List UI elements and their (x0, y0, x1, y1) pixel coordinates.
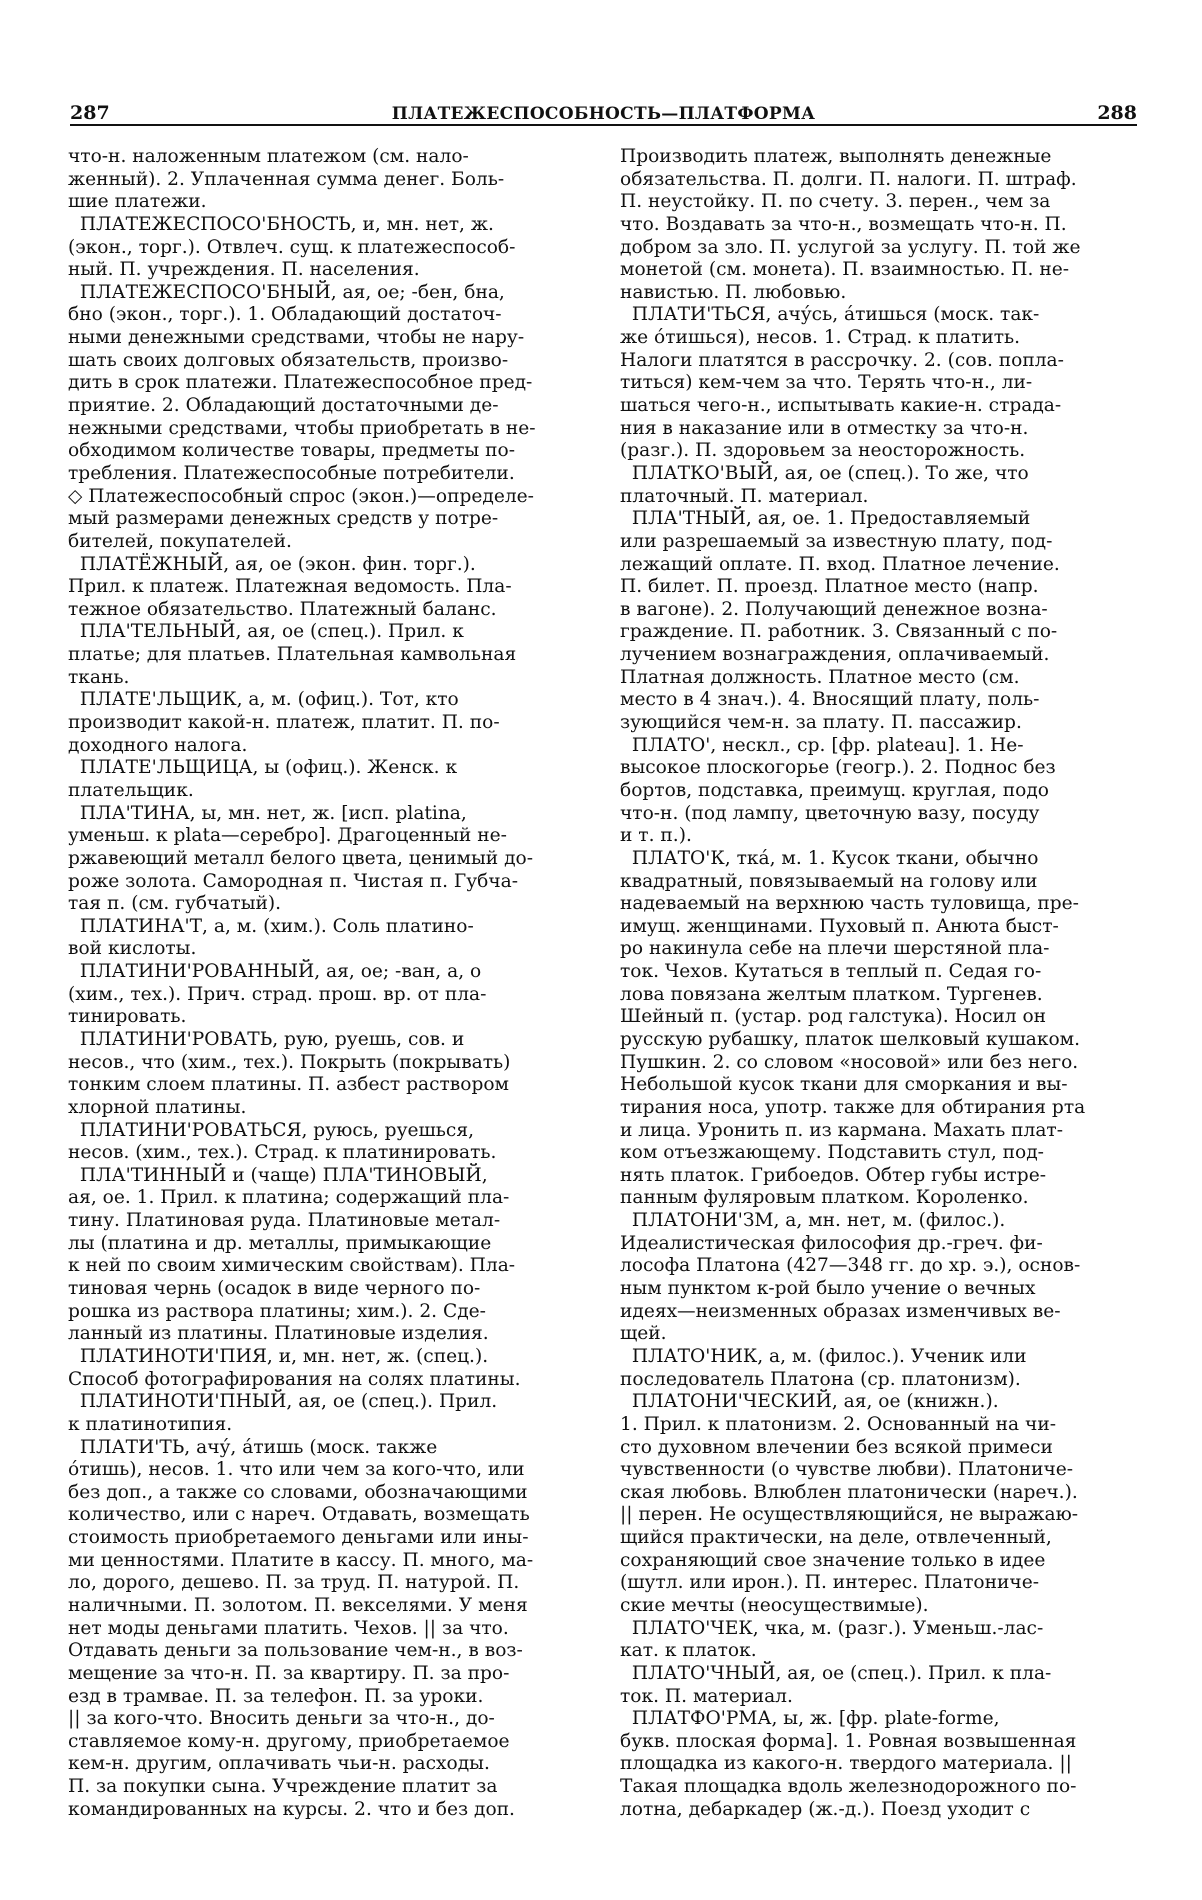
text-line: обязательства. П. долги. П. налоги. П. штраф. (620, 168, 1077, 190)
text-line: ПЛА'ТНЫЙ, ая, ое. 1. Предоставляемый (620, 508, 1031, 530)
text-line: дить в срок платежи. Платежеспособное пред- (68, 372, 533, 394)
page-number-right: 288 (1097, 102, 1137, 124)
text-line: мещение за что-н. П. за квартиру. П. за про- (68, 1662, 510, 1684)
text-line: Производить платеж, выполнять денежные (620, 146, 1052, 167)
text-line: что-н. наложенным платежом (см. нало- (68, 146, 469, 167)
text-line: ПЛАТИНА'Т, а, м. (хим.). Соль платино- (68, 915, 474, 937)
text-line: к платинотипия. (68, 1413, 233, 1435)
text-line: чувственности (о чувстве любви). Платониче- (620, 1459, 1074, 1481)
text-line: ПЛАТОНИ'ЧЕСКИЙ, ая, ое (книжн.). (620, 1391, 999, 1413)
text-line: граждение. П. работник. 3. Связанный с по- (620, 621, 1058, 643)
text-line: в вагоне). 2. Получающий денежное возна- (620, 598, 1048, 620)
text-line: требления. Платежеспособные потребители. (68, 462, 515, 484)
text-line: ланный из платины. Платиновые изделия. (68, 1323, 489, 1345)
text-line: ские мечты (неосуществимые). (620, 1595, 929, 1616)
text-line: лотна, дебаркадер (ж.-д.). Поезд уходит с (620, 1798, 1031, 1820)
column-gutter (598, 146, 599, 1876)
text-line: ток. Чехов. Кутаться в теплый п. Седая го- (620, 961, 1042, 983)
text-line: ая, ое. 1. Прил. к платина; содержащий пла- (68, 1187, 510, 1209)
text-line: букв. плоская форма]. 1. Ровная возвышенная (620, 1730, 1077, 1752)
text-line: лы (платина и др. металлы, примыкающие (68, 1232, 492, 1254)
text-line: ПЛАТО'К, тка́, м. 1. Кусок ткани, обычно (620, 847, 1039, 869)
text-line: Небольшой кусок ткани для сморкания и вы- (620, 1074, 1068, 1096)
text-line: что. Воздавать за что-н., возмещать что-н. П. (620, 213, 1067, 235)
text-line: имущ. женщинами. Пуховый п. Анюта быст- (620, 915, 1059, 937)
text-line: плательщик. (68, 779, 194, 801)
text-line: лучением вознаграждения, оплачиваемый. (620, 644, 1050, 666)
text-line: ро накинула себе на плечи шерстяной пла- (620, 938, 1050, 960)
text-column-left (68, 146, 578, 1821)
text-line: ПЛАТО', нескл., ср. [фр. plateau]. 1. Не- (620, 734, 1024, 756)
text-line: тинировать. (68, 1006, 187, 1028)
text-line: приятие. 2. Обладающий достаточными де- (68, 395, 499, 417)
text-line: квадратный, повязываемый на голову или (620, 870, 1038, 892)
text-line: ми ценностями. Платите в кассу. П. много, ма- (68, 1549, 534, 1571)
text-line: Такая площадка вдоль железнодорожного по- (620, 1776, 1077, 1798)
text-line: ПЛАТКО'ВЫЙ, ая, ое (спец.). То же, что (620, 462, 1029, 484)
text-line: добром за зло. П. услугой за услугу. П. той же (620, 236, 1081, 258)
text-line: же о́тишься), несов. 1. Страд. к платить. (620, 327, 1021, 349)
text-line: количество, или с нареч. Отдавать, возмещать (68, 1504, 530, 1526)
text-line: ПЛАТИНОТИ'ПИЯ, и, мн. нет, ж. (спец.). (68, 1345, 489, 1367)
text-line: ПЛА'ТИНА, ы, мн. нет, ж. [исп. platina, (68, 802, 467, 824)
text-line: без доп., а также со словами, обозначающими (68, 1481, 528, 1503)
text-line: Пушкин. 2. со словом «носовой» или без него. (620, 1051, 1079, 1073)
text-line: вой кислоты. (68, 938, 197, 960)
text-line: монетой (см. монета). П. взаимностью. П. не- (620, 259, 1070, 281)
text-line: ставляемое кому-н. другому, приобретаемое (68, 1730, 510, 1752)
text-line: ПЛАТО'ЧНЫЙ, ая, ое (спец.). Прил. к пла- (620, 1662, 1052, 1684)
text-line: тонким слоем платины. П. азбест раствором (68, 1074, 510, 1096)
text-line: несов., что (хим., тех.). Покрыть (покрывать) (68, 1051, 511, 1073)
text-line: ПЛАТИНИ'РОВАТЬСЯ, руюсь, руешься, (68, 1119, 474, 1141)
text-line: зующийся чем-н. за плату. П. пассажир. (620, 712, 1022, 734)
text-line: Способ фотографирования на солях платины. (68, 1368, 521, 1390)
text-line: (хим., тех.). Прич. страд. прош. вр. от пла- (68, 983, 487, 1005)
text-line: ПЛАТИНИ'РОВАТЬ, рую, руешь, сов. и (68, 1028, 465, 1050)
text-line: ПЛАТЁЖНЫЙ, ая, ое (экон. фин. торг.). (68, 553, 476, 575)
page-number-left: 287 (70, 102, 110, 124)
text-line: титься) кем-чем за что. Терять что-н., ли- (620, 372, 1033, 394)
text-line: ПЛАТО'НИК, а, м. (филос.). Ученик или (620, 1345, 1027, 1367)
text-line: ния в наказание или в отместку за что-н. (620, 417, 1029, 439)
text-line: уменьш. к plata—серебро]. Драгоценный не- (68, 825, 507, 847)
text-line: женный). 2. Уплаченная сумма денег. Боль- (68, 168, 505, 190)
text-line: нет моды деньгами платить. Чехов. || за что. (68, 1617, 509, 1639)
text-line: (экон., торг.). Отвлеч. сущ. к платежеспособ- (68, 236, 516, 258)
text-line: шие платежи. (68, 191, 207, 213)
text-line: и т. п.). (620, 825, 692, 847)
text-line: панным фуляровым платком. Короленко. (620, 1187, 1029, 1209)
text-line: навистью. П. любовью. (620, 281, 847, 303)
text-column-right (620, 146, 1134, 1821)
text-line: хлорной платины. (68, 1096, 247, 1118)
text-line: или разрешаемый за известную плату, под- (620, 530, 1053, 552)
text-line: идеях—неизменных образах изменчивых ве- (620, 1300, 1061, 1322)
text-line: ПЛАТИНИ'РОВАННЫЙ, ая, ое; -ван, а, о (68, 961, 482, 983)
text-line: роже золота. Самородная п. Чистая п. Губча- (68, 870, 519, 892)
text-line: платочный. П. материал. (620, 485, 869, 507)
text-line: ными денежными средствами, чтобы не нару- (68, 327, 525, 349)
text-line: ПЛАТЕ'ЛЬЩИЦА, ы (офиц.). Женск. к (68, 757, 458, 779)
text-line: ПЛАТФО'РМА, ы, ж. [фр. plate-forme, (620, 1708, 1000, 1730)
text-line: езд в трамвае. П. за телефон. П. за уроки. (68, 1685, 484, 1707)
text-line: ская любовь. Влюблен платонически (нареч.). (620, 1481, 1078, 1503)
text-line: русскую рубашку, платок шелковый кушаком. (620, 1028, 1081, 1050)
text-line: ным пунктом к-рой было учение о вечных (620, 1278, 1036, 1300)
text-line: бортов, подставка, преимущ. круглая, подо (620, 779, 1049, 801)
text-line: ПЛАТИ'ТЬ, ачу́, а́тишь (моск. также (68, 1436, 438, 1458)
text-line: ло, дорого, дешево. П. за труд. П. натурой. П. (68, 1572, 520, 1594)
text-line: ПЛАТЕЖЕСПОСО'БНОСТЬ, и, мн. нет, ж. (68, 213, 494, 235)
text-line: высокое плоскогорье (геогр.). 2. Поднос без (620, 757, 1056, 779)
text-line: ный. П. учреждения. П. населения. (68, 259, 420, 281)
running-head (70, 90, 1137, 126)
text-line: место в 4 знач.). 4. Вносящий плату, поль- (620, 689, 1040, 711)
text-line: Идеалистическая философия др.-греч. фи- (620, 1232, 1043, 1254)
text-line: (разг.). П. здоровьем за неосторожность. (620, 440, 1026, 462)
text-line: П. за покупки сына. Учреждение платит за (68, 1776, 498, 1798)
text-line: стоимость приобретаемого деньгами или ины- (68, 1527, 529, 1549)
text-line: ПЛАТИНОТИ'ПНЫЙ, ая, ое (спец.). Прил. (68, 1391, 498, 1413)
text-line: тиновая чернь (осадок в виде черного по- (68, 1278, 481, 1300)
text-line: нежными средствами, чтобы приобретать в не- (68, 417, 536, 439)
text-line: к ней по своим химическим свойствам). Пла- (68, 1255, 516, 1277)
text-line: командированных на курсы. 2. что и без доп. (68, 1798, 515, 1820)
text-line: обходимом количестве товары, предметы по- (68, 440, 515, 462)
text-line: надеваемый на верхнюю часть туловища, пре- (620, 893, 1079, 915)
text-line: что-н. (под лампу, цветочную вазу, посуду (620, 802, 1040, 824)
text-line: последователь Платона (ср. платонизм). (620, 1368, 1021, 1390)
text-line: ток. П. материал. (620, 1685, 793, 1707)
text-line: тирания носа, употр. также для обтирания рта (620, 1096, 1086, 1118)
text-line: щийся практически, на деле, отвлеченный, (620, 1527, 1052, 1549)
text-line: Налоги платятся в рассрочку. 2. (сов. попла- (620, 349, 1064, 371)
text-line: П. билет. П. проезд. Платное место (напр. (620, 576, 1039, 598)
text-line: ПЛАТО'ЧЕК, чка, м. (разг.). Уменьш.-лас- (620, 1617, 1044, 1639)
text-line: Шейный п. (устар. род галстука). Носил он (620, 1006, 1047, 1028)
running-title: ПЛАТЕЖЕСПОСОБНОСТЬ—ПЛАТФОРМА (391, 104, 816, 124)
text-line: 1. Прил. к платонизм. 2. Основанный на чи- (620, 1413, 1056, 1435)
text-line: и лица. Уронить п. из кармана. Махать плат- (620, 1119, 1063, 1141)
text-line: П. неустойку. П. по счету. 3. перен., чем за (620, 191, 1051, 213)
text-line: шать своих долговых обязательств, произво- (68, 349, 509, 371)
text-line: рошка из раствора платины; хим.). 2. Сде- (68, 1300, 486, 1322)
text-line: ПЛАТЕ'ЛЬЩИК, а, м. (офиц.). Тот, кто (68, 689, 459, 711)
text-line: лова повязана желтым платком. Тургенев. (620, 983, 1043, 1005)
text-line: ржавеющий металл белого цвета, ценимый до- (68, 847, 534, 869)
text-line: бно (экон., торг.). 1. Обладающий достаточ- (68, 304, 502, 326)
text-line: несов. (хим., тех.). Страд. к платинировать. (68, 1142, 497, 1164)
text-line: тежное обязательство. Платежный баланс. (68, 598, 497, 620)
text-line: производит какой-н. платеж, платит. П. по- (68, 712, 500, 734)
text-line: доходного налога. (68, 734, 248, 756)
text-line: сто духовном влечении без всякой примеси (620, 1436, 1053, 1458)
text-line: кат. к платок. (620, 1640, 757, 1662)
text-line: ПЛАТЕЖЕСПОСО'БНЫЙ, ая, ое; -бен, бна, (68, 281, 505, 303)
text-line: ◇ Платежеспособный спрос (экон.)—определе- (68, 485, 534, 507)
text-line: мый размерами денежных средств у потре- (68, 508, 499, 530)
text-line: Прил. к платеж. Платежная ведомость. Пла- (68, 576, 512, 598)
text-line: бителей, покупателей. (68, 530, 292, 552)
text-line: шаться чего-н., испытывать какие-н. страда- (620, 395, 1062, 417)
text-line: || перен. Не осуществляющийся, не выражаю- (620, 1504, 1079, 1526)
text-line: Платная должность. Платное место (см. (620, 666, 1020, 688)
text-line: кем-н. другим, оплачивать чьи-н. расходы. (68, 1753, 490, 1775)
text-line: о́тишь), несов. 1. что или чем за кого-что, или (68, 1459, 525, 1481)
text-line: нять платок. Грибоедов. Обтер губы истре- (620, 1164, 1046, 1186)
text-line: Отдавать деньги за пользование чем-н., в воз- (68, 1640, 523, 1662)
text-line: лософа Платона (427—348 гг. до хр. э.), основ- (620, 1255, 1081, 1277)
text-line: ПЛАТОНИ'ЗМ, а, мн. нет, м. (филос.). (620, 1210, 1006, 1232)
text-line: ПЛА'ТЕЛЬНЫЙ, ая, ое (спец.). Прил. к (68, 621, 464, 643)
text-line: лежащий оплате. П. вход. Платное лечение. (620, 553, 1060, 575)
text-line: (шутл. или ирон.). П. интерес. Платониче- (620, 1572, 1039, 1594)
text-line: тая п. (см. губчатый). (68, 893, 282, 915)
text-line: ткань. (68, 666, 130, 688)
text-line: ПЛА'ТИННЫЙ и (чаще) ПЛА'ТИНОВЫЙ, (68, 1164, 488, 1186)
text-line: платье; для платьев. Плательная камвольная (68, 644, 517, 666)
text-line: тину. Платиновая руда. Платиновые метал- (68, 1210, 501, 1232)
text-line: щей. (620, 1323, 667, 1345)
text-line: сохраняющий свое значение только в идее (620, 1549, 1046, 1571)
text-line: || за кого-что. Вносить деньги за что-н., до- (68, 1708, 495, 1730)
text-line: площадка из какого-н. твердого материала. || (620, 1753, 1072, 1775)
text-line: ком отъезжающему. Подставить стул, под- (620, 1142, 1044, 1164)
text-line: ПЛАТИ'ТЬСЯ, ачу́сь, а́тишься (моск. так- (620, 304, 1040, 326)
text-line: наличными. П. золотом. П. векселями. У меня (68, 1595, 528, 1616)
